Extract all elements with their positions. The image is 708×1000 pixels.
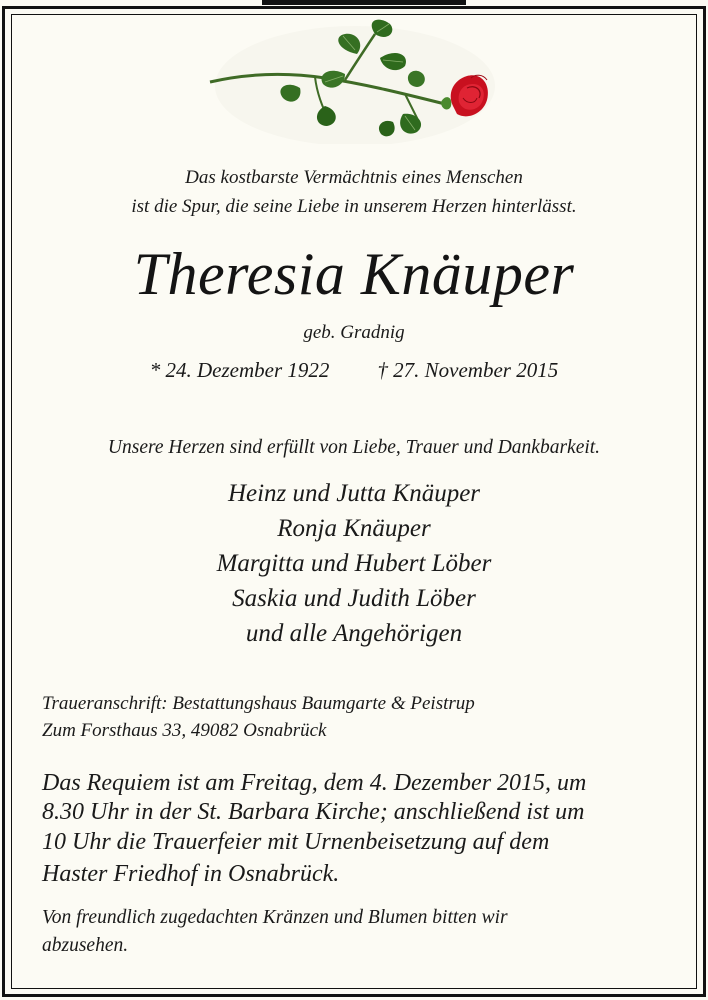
requiem-line-4: Haster Friedhof in Osnabrück. xyxy=(42,861,340,887)
rose-icon xyxy=(205,14,495,144)
top-edge-mark xyxy=(262,0,466,5)
requiem-line-1: Das Requiem ist am Freitag, dem 4. Dezember 2015, um xyxy=(42,770,587,796)
maiden-name: geb. Gradnig xyxy=(303,322,405,343)
deceased-name: Theresia Knäuper xyxy=(133,241,575,307)
birth-date: * 24. Dezember 1922 xyxy=(149,358,330,382)
mourner-name: Saskia und Judith Löber xyxy=(232,585,476,612)
motto-line-1: Das kostbarste Vermächtnis eines Menschen xyxy=(185,167,523,188)
mourner-name: Margitta und Hubert Löber xyxy=(216,550,492,577)
requiem-line-3: 10 Uhr die Trauerfeier mit Urnenbeisetzung auf dem xyxy=(42,829,550,855)
death-date: † 27. November 2015 xyxy=(377,358,559,382)
mourner-name: und alle Angehörigen xyxy=(245,620,463,647)
motto-line-2: ist die Spur, die seine Liebe in unserem Herzen hinterlässt. xyxy=(131,196,577,217)
address-line-1: Traueranschrift: Bestattungshaus Baumgarte & Peistrup xyxy=(42,693,475,714)
requiem-line-2: 8.30 Uhr in der St. Barbara Kirche; anschließend ist um xyxy=(42,799,585,825)
mourner-name: Ronja Knäuper xyxy=(277,515,431,542)
mourners-intro: Unsere Herzen sind erfüllt von Liebe, Trauer und Dankbarkeit. xyxy=(107,437,601,458)
mourner-name: Heinz und Jutta Knäuper xyxy=(227,480,481,507)
request-line-1: Von freundlich zugedachten Kränzen und Blumen bitten wir xyxy=(42,907,508,928)
address-line-2: Zum Forsthaus 33, 49082 Osnabrück xyxy=(42,720,327,741)
life-dates xyxy=(0,358,708,383)
request-line-2: abzusehen. xyxy=(42,935,129,956)
